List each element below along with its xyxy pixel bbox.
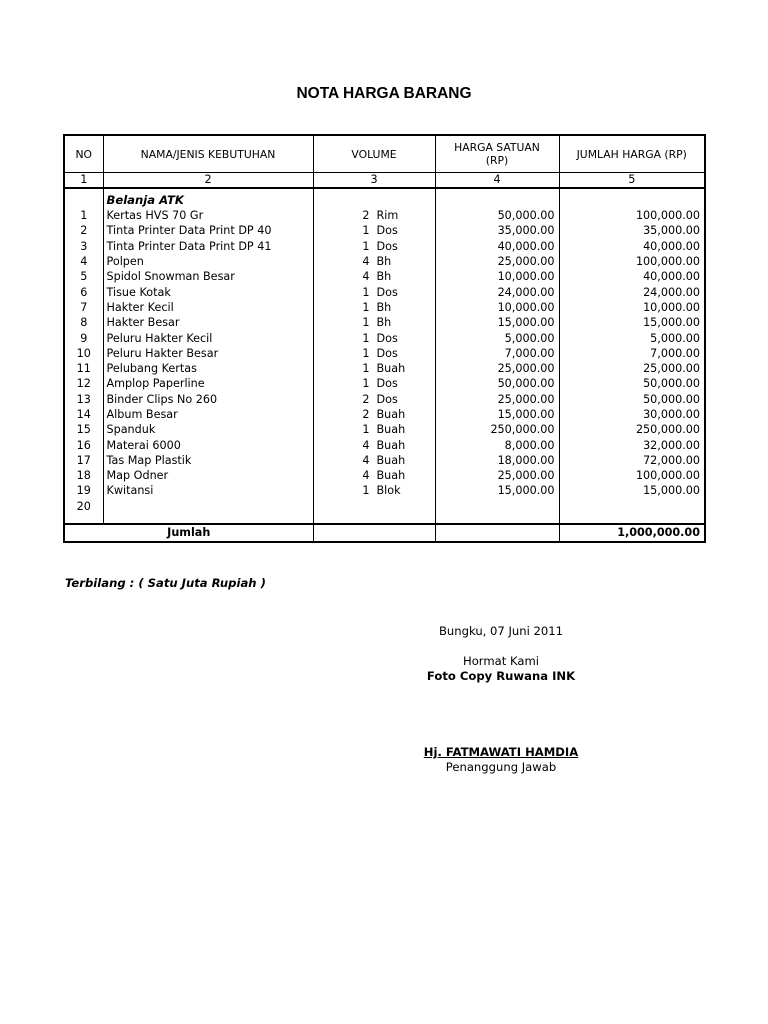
row-number: 3 bbox=[64, 239, 103, 254]
item-unit-price: 50,000.00 bbox=[435, 208, 559, 223]
table-row bbox=[64, 284, 705, 299]
item-volume bbox=[313, 239, 435, 254]
item-volume bbox=[313, 407, 435, 422]
item-unit-price: 25,000.00 bbox=[435, 392, 559, 407]
item-name: Kertas HVS 70 Gr bbox=[103, 208, 313, 223]
item-volume bbox=[313, 300, 435, 315]
item-unit-price: 18,000.00 bbox=[435, 453, 559, 468]
column-number: 5 bbox=[559, 173, 705, 189]
item-quantity: 1 bbox=[362, 423, 370, 437]
item-total-price: 100,000.00 bbox=[559, 208, 705, 223]
item-total-price: 15,000.00 bbox=[559, 483, 705, 498]
column-number: 2 bbox=[103, 173, 313, 189]
table-row bbox=[64, 453, 705, 468]
row-number: 4 bbox=[64, 254, 103, 269]
row-number: 12 bbox=[64, 376, 103, 391]
item-name: Spidol Snowman Besar bbox=[103, 269, 313, 284]
section-label: Belanja ATK bbox=[103, 188, 313, 208]
row-number: 16 bbox=[64, 437, 103, 452]
item-name: Kwitansi bbox=[103, 483, 313, 498]
item-total-price: 40,000.00 bbox=[559, 269, 705, 284]
item-quantity: 1 bbox=[362, 300, 370, 314]
item-quantity: 1 bbox=[362, 316, 370, 330]
item-unit: Dos bbox=[376, 331, 398, 345]
row-number: 8 bbox=[64, 315, 103, 330]
item-name: Map Odner bbox=[103, 468, 313, 483]
item-quantity: 1 bbox=[362, 484, 370, 498]
item-quantity: 1 bbox=[362, 346, 370, 360]
item-unit: Dos bbox=[376, 239, 398, 253]
item-unit: Dos bbox=[376, 392, 398, 406]
item-name: Tas Map Plastik bbox=[103, 453, 313, 468]
item-unit: Buah bbox=[376, 453, 406, 467]
item-unit: Buah bbox=[376, 408, 406, 421]
document-title: NOTA HARGA BARANG bbox=[296, 85, 472, 102]
item-volume bbox=[313, 254, 435, 269]
table-row bbox=[64, 223, 705, 238]
signatory-role: Penanggung Jawab bbox=[445, 760, 557, 774]
row-number: 20 bbox=[64, 499, 103, 518]
item-volume bbox=[313, 392, 435, 407]
row-number: 11 bbox=[64, 361, 103, 376]
row-number: 19 bbox=[64, 483, 103, 498]
item-name bbox=[103, 499, 313, 518]
item-total-price: 25,000.00 bbox=[559, 361, 705, 376]
item-unit-price: 35,000.00 bbox=[435, 223, 559, 238]
header-unit-price-line1: HARGA SATUAN bbox=[454, 141, 540, 154]
table-row bbox=[64, 361, 705, 376]
item-unit-price: 25,000.00 bbox=[435, 361, 559, 376]
item-total-price: 100,000.00 bbox=[559, 468, 705, 483]
item-name: Spanduk bbox=[103, 422, 313, 437]
item-name: Hakter Kecil bbox=[103, 300, 313, 315]
table-row bbox=[64, 315, 705, 330]
table-row bbox=[64, 422, 705, 437]
item-total-price: 7,000.00 bbox=[559, 346, 705, 361]
header-no: NO bbox=[64, 135, 103, 173]
item-name: Amplop Paperline bbox=[103, 376, 313, 391]
item-volume bbox=[313, 315, 435, 330]
table-row bbox=[64, 330, 705, 345]
table-row bbox=[64, 239, 705, 254]
header-volume: VOLUME bbox=[313, 135, 435, 173]
table-row bbox=[64, 376, 705, 391]
item-total-price: 40,000.00 bbox=[559, 239, 705, 254]
item-volume bbox=[313, 208, 435, 223]
item-total-price: 50,000.00 bbox=[559, 392, 705, 407]
item-quantity: 4 bbox=[362, 255, 370, 269]
table-row bbox=[64, 499, 705, 518]
item-volume bbox=[313, 330, 435, 345]
item-unit-price: 15,000.00 bbox=[435, 315, 559, 330]
item-name: Peluru Hakter Besar bbox=[103, 346, 313, 361]
item-quantity: 2 bbox=[362, 408, 370, 421]
item-unit: Buah bbox=[376, 362, 406, 376]
item-unit: Buah bbox=[376, 469, 406, 483]
item-volume bbox=[313, 361, 435, 376]
item-volume bbox=[313, 284, 435, 299]
table-row bbox=[64, 269, 705, 284]
item-volume bbox=[313, 437, 435, 452]
row-number: 14 bbox=[64, 407, 103, 422]
row-number: 5 bbox=[64, 269, 103, 284]
header-unit-price-line2: (RP) bbox=[485, 154, 509, 167]
item-name: Polpen bbox=[103, 254, 313, 269]
item-quantity: 1 bbox=[362, 239, 370, 253]
item-unit-price: 8,000.00 bbox=[435, 437, 559, 452]
item-unit-price: 50,000.00 bbox=[435, 376, 559, 391]
item-unit: Bh bbox=[376, 270, 392, 284]
item-total-price bbox=[559, 499, 705, 518]
item-quantity: 1 bbox=[362, 331, 370, 345]
row-number: 13 bbox=[64, 392, 103, 407]
item-name: Tinta Printer Data Print DP 41 bbox=[103, 239, 313, 254]
item-quantity: 4 bbox=[362, 270, 370, 284]
row-number: 7 bbox=[64, 300, 103, 315]
row-number: 6 bbox=[64, 284, 103, 299]
table-row bbox=[64, 468, 705, 483]
table-row bbox=[64, 407, 705, 422]
item-unit-price: 15,000.00 bbox=[435, 407, 559, 422]
item-unit-price bbox=[435, 499, 559, 518]
item-unit: Dos bbox=[376, 224, 398, 238]
item-volume bbox=[313, 346, 435, 361]
item-volume bbox=[313, 483, 435, 498]
item-total-price: 50,000.00 bbox=[559, 376, 705, 391]
total-row bbox=[64, 524, 705, 542]
item-unit-price: 7,000.00 bbox=[435, 346, 559, 361]
section-row bbox=[64, 188, 705, 208]
item-unit-price: 25,000.00 bbox=[435, 468, 559, 483]
item-unit-price: 250,000.00 bbox=[435, 422, 559, 437]
item-quantity: 4 bbox=[362, 453, 370, 467]
table-row bbox=[64, 208, 705, 223]
item-unit: Dos bbox=[376, 377, 398, 391]
row-number: 1 bbox=[64, 208, 103, 223]
item-name: Binder Clips No 260 bbox=[103, 392, 313, 407]
row-number: 15 bbox=[64, 422, 103, 437]
column-number: 3 bbox=[313, 173, 435, 189]
row-number: 18 bbox=[64, 468, 103, 483]
header-total-price: JUMLAH HARGA (RP) bbox=[559, 135, 705, 173]
total-label: Jumlah bbox=[64, 524, 313, 542]
total-value: 1,000,000.00 bbox=[559, 524, 705, 542]
item-volume bbox=[313, 499, 435, 518]
item-unit-price: 25,000.00 bbox=[435, 254, 559, 269]
item-quantity: 4 bbox=[362, 469, 370, 483]
item-quantity: 1 bbox=[362, 377, 370, 391]
item-quantity: 1 bbox=[362, 285, 370, 299]
row-number: 10 bbox=[64, 346, 103, 361]
item-total-price: 35,000.00 bbox=[559, 223, 705, 238]
item-unit: Buah bbox=[376, 423, 406, 437]
item-volume bbox=[313, 422, 435, 437]
item-quantity: 1 bbox=[362, 362, 370, 376]
item-unit: Rim bbox=[376, 209, 399, 223]
item-unit: Dos bbox=[376, 285, 398, 299]
signatory-name: Hj. FATMAWATI HAMDIA bbox=[423, 745, 579, 759]
item-volume bbox=[313, 223, 435, 238]
item-total-price: 72,000.00 bbox=[559, 453, 705, 468]
item-name: Peluru Hakter Kecil bbox=[103, 330, 313, 345]
item-total-price: 15,000.00 bbox=[559, 315, 705, 330]
item-total-price: 24,000.00 bbox=[559, 284, 705, 299]
table-row bbox=[64, 254, 705, 269]
item-unit: Bh bbox=[376, 316, 392, 330]
item-unit: Dos bbox=[376, 346, 398, 360]
table-row bbox=[64, 437, 705, 452]
column-number: 4 bbox=[435, 173, 559, 189]
place-date: Bungku, 07 Juni 2011 bbox=[438, 624, 564, 638]
greeting: Hormat Kami bbox=[462, 654, 540, 668]
item-volume bbox=[313, 376, 435, 391]
item-unit-price: 40,000.00 bbox=[435, 239, 559, 254]
item-name: Hakter Besar bbox=[103, 315, 313, 330]
item-unit-price: 15,000.00 bbox=[435, 483, 559, 498]
item-quantity: 2 bbox=[362, 209, 370, 223]
item-volume bbox=[313, 468, 435, 483]
item-quantity: 2 bbox=[362, 392, 370, 406]
row-number: 9 bbox=[64, 330, 103, 345]
item-volume bbox=[313, 453, 435, 468]
item-name: Tisue Kotak bbox=[103, 284, 313, 299]
item-total-price: 5,000.00 bbox=[559, 330, 705, 345]
item-unit: Bh bbox=[376, 255, 392, 269]
company-name: Foto Copy Ruwana INK bbox=[426, 669, 576, 683]
item-name: Album Besar bbox=[103, 407, 313, 422]
row-number: 2 bbox=[64, 223, 103, 238]
table-row bbox=[64, 346, 705, 361]
table-row bbox=[64, 483, 705, 498]
item-name: Materai 6000 bbox=[103, 437, 313, 452]
item-unit: Buah bbox=[376, 438, 406, 452]
item-unit: Blok bbox=[376, 484, 401, 498]
item-name: Pelubang Kertas bbox=[103, 361, 313, 376]
item-total-price: 30,000.00 bbox=[559, 407, 705, 422]
item-unit-price: 24,000.00 bbox=[435, 284, 559, 299]
item-volume bbox=[313, 269, 435, 284]
item-total-price: 100,000.00 bbox=[559, 254, 705, 269]
item-name: Tinta Printer Data Print DP 40 bbox=[103, 223, 313, 238]
column-number-row bbox=[64, 173, 705, 189]
row-number: 17 bbox=[64, 453, 103, 468]
item-total-price: 32,000.00 bbox=[559, 437, 705, 452]
amount-in-words: Terbilang : ( Satu Juta Rupiah ) bbox=[65, 576, 266, 590]
item-total-price: 250,000.00 bbox=[559, 422, 705, 437]
header-name: NAMA/JENIS KEBUTUHAN bbox=[103, 135, 313, 173]
item-total-price: 10,000.00 bbox=[559, 300, 705, 315]
price-table bbox=[63, 134, 706, 543]
table-row bbox=[64, 300, 705, 315]
item-quantity: 1 bbox=[362, 224, 370, 238]
item-unit-price: 10,000.00 bbox=[435, 300, 559, 315]
column-number: 1 bbox=[64, 173, 103, 189]
item-unit-price: 10,000.00 bbox=[435, 269, 559, 284]
item-quantity: 4 bbox=[362, 438, 370, 452]
table-header-row bbox=[64, 135, 705, 173]
header-unit-price bbox=[435, 135, 559, 173]
item-unit-price: 5,000.00 bbox=[435, 330, 559, 345]
item-unit: Bh bbox=[376, 300, 392, 314]
table-row bbox=[64, 392, 705, 407]
